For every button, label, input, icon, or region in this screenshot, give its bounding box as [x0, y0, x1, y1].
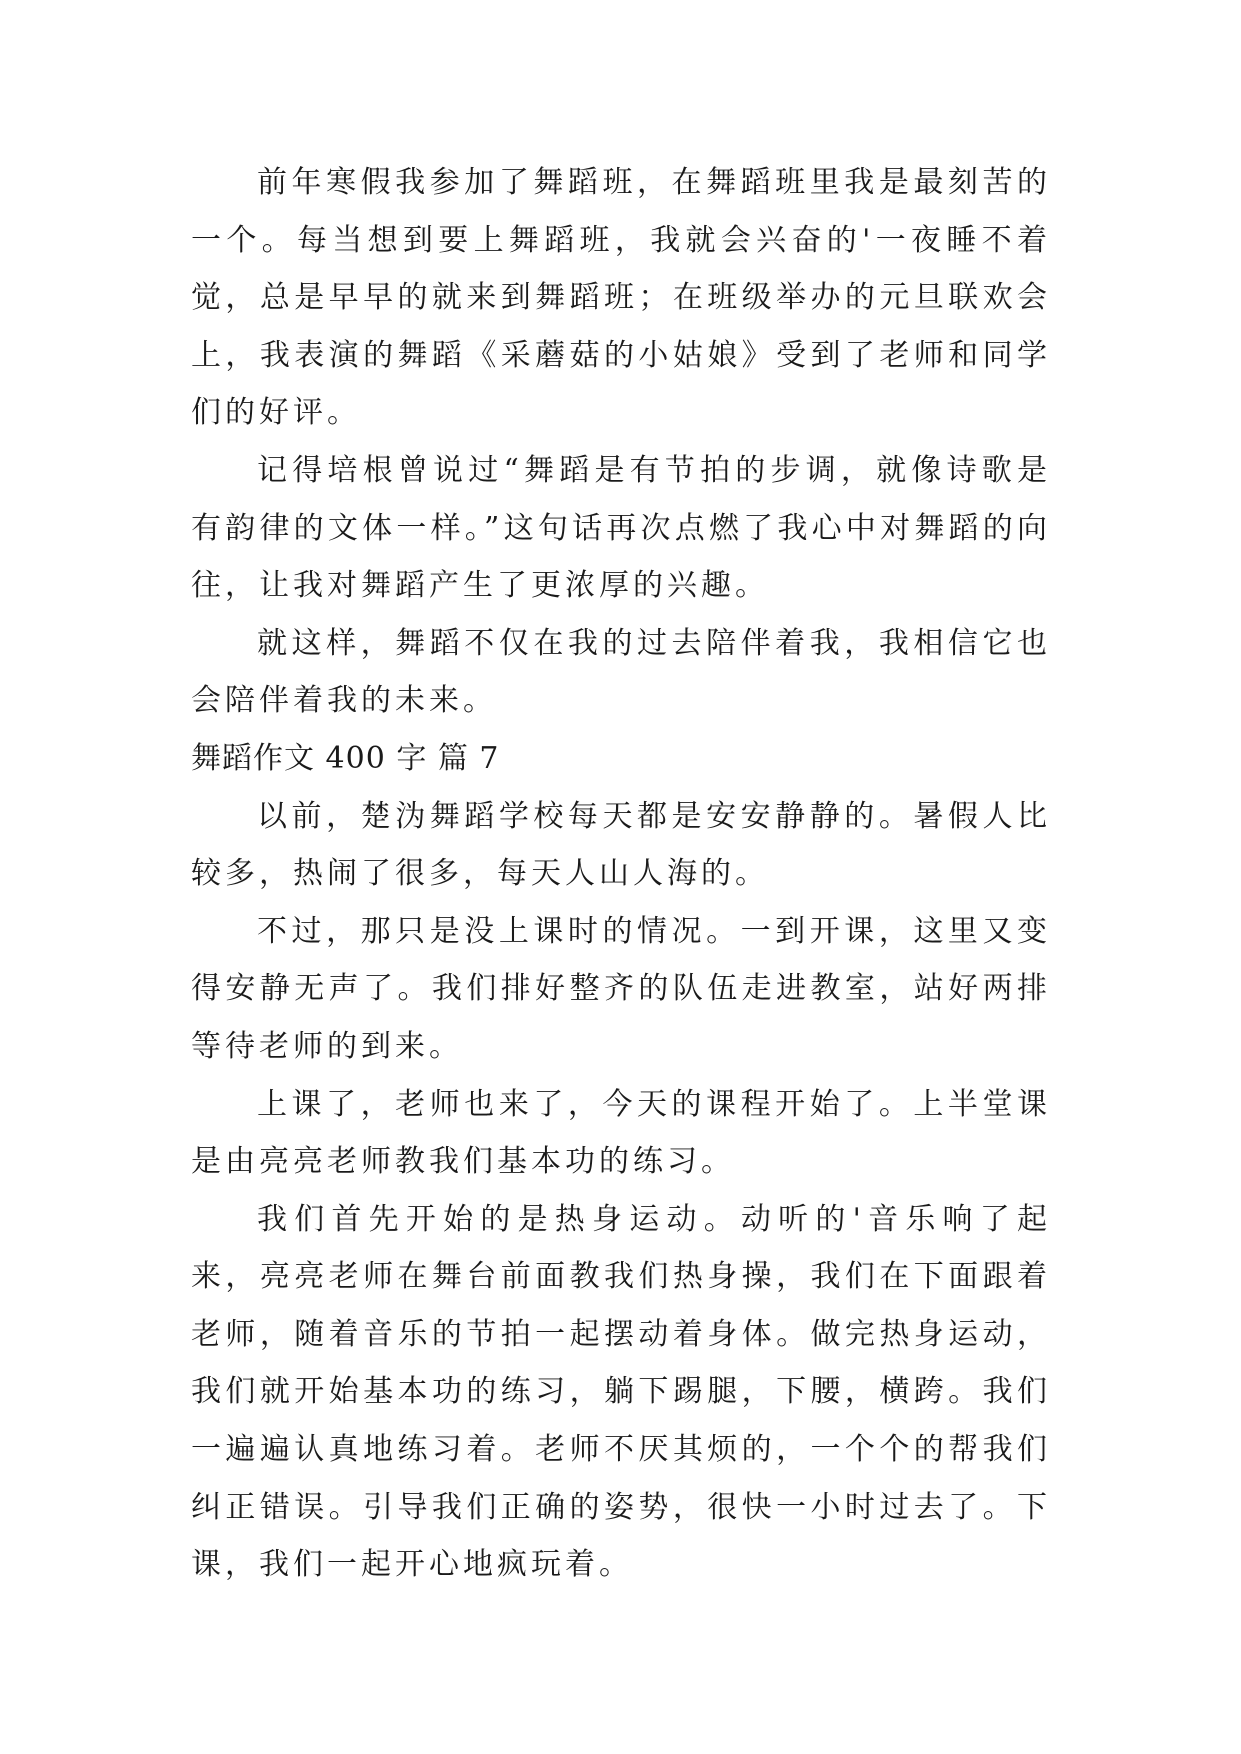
paragraph: 前年寒假我参加了舞蹈班，在舞蹈班里我是最刻苦的一个。每当想到要上舞蹈班，我就会兴奋的'一夜睡不着觉，总是早早的就来到舞蹈班；在班级举办的元旦联欢会上，我表演的舞蹈《采蘑菇的小姑娘》受到了老师和同学们的好评。	[191, 165, 1051, 431]
paragraph: 就这样，舞蹈不仅在我的过去陪伴着我，我相信它也会陪伴着我的未来。	[191, 625, 1051, 719]
paragraph: 以前，楚沩舞蹈学校每天都是安安静静的。暑假人比较多，热闹了很多，每天人山人海的。	[191, 798, 1051, 892]
section-heading: 舞蹈作文 400 字 篇 7	[191, 740, 500, 776]
paragraph: 不过，那只是没上课时的情况。一到开课，这里又变得安静无声了。我们排好整齐的队伍走进教室，站好两排等待老师的到来。	[191, 913, 1051, 1064]
paragraph: 上课了，老师也来了，今天的课程开始了。上半堂课是由亮亮老师教我们基本功的练习。	[191, 1086, 1051, 1180]
document-body	[191, 154, 1051, 1594]
paragraph: 我们首先开始的是热身运动。动听的'音乐响了起来，亮亮老师在舞台前面教我们热身操，我们在下面跟着老师，随着音乐的节拍一起摆动着身体。做完热身运动，我们就开始基本功的练习，躺下踢腿，下腰，横跨。我们一遍遍认真地练习着。老师不厌其烦的，一个个的帮我们纠正错误。引导我们正确的姿势，很快一小时过去了。下课，我们一起开心地疯玩着。	[191, 1201, 1051, 1583]
paragraph: 记得培根曾说过“舞蹈是有节拍的步调，就像诗歌是有韵律的文体一样。”这句话再次点燃了我心中对舞蹈的向往，让我对舞蹈产生了更浓厚的兴趣。	[191, 452, 1051, 604]
